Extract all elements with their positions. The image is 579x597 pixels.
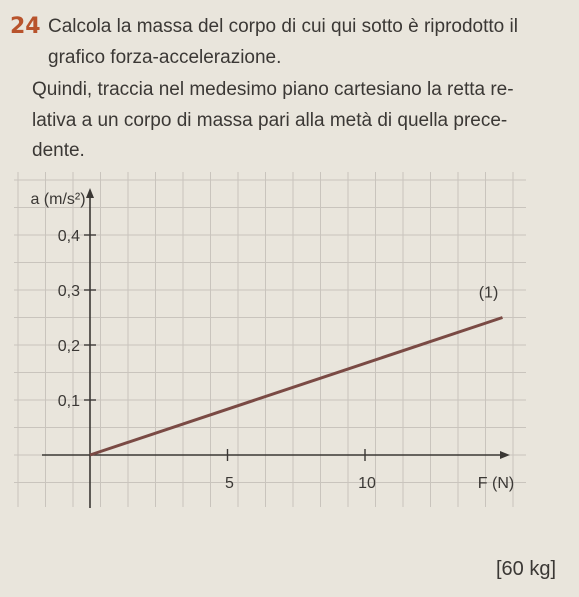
y-tick-label: 0,3 (57, 283, 80, 300)
exercise-text-line: Quindi, traccia nel medesimo piano cartesiano la retta re- (32, 79, 514, 100)
x-tick-label: 5 (225, 475, 234, 492)
exercise-text-line: grafico forza-accelerazione. (48, 47, 282, 68)
y-axis-label: a (m/s²) (30, 191, 86, 208)
exercise-text-line: Calcola la massa del corpo di cui qui sotto è riprodotto il (48, 16, 518, 37)
force-acceleration-chart (12, 168, 532, 513)
x-axis-label: F (N) (477, 475, 515, 492)
answer-text: [60 kg] (496, 558, 557, 580)
x-axis-arrow (500, 451, 510, 459)
y-tick-label: 0,2 (57, 338, 80, 355)
chart-area (12, 168, 532, 518)
y-tick-label: 0,1 (57, 393, 80, 410)
exercise-number: 24 (10, 14, 41, 39)
series-label: (1) (478, 284, 499, 302)
y-tick-label: 0,4 (57, 228, 80, 245)
y-axis-arrow (86, 188, 94, 198)
exercise-text-line: lativa a un corpo di massa pari alla metà di quella prece- (32, 110, 508, 131)
series-line (90, 318, 503, 456)
exercise-text-line: dente. (32, 140, 85, 161)
ticks (58, 228, 376, 492)
labels (30, 191, 514, 492)
grid (14, 172, 526, 507)
axes (42, 188, 510, 508)
x-tick-label: 10 (358, 475, 376, 492)
series (90, 285, 503, 456)
